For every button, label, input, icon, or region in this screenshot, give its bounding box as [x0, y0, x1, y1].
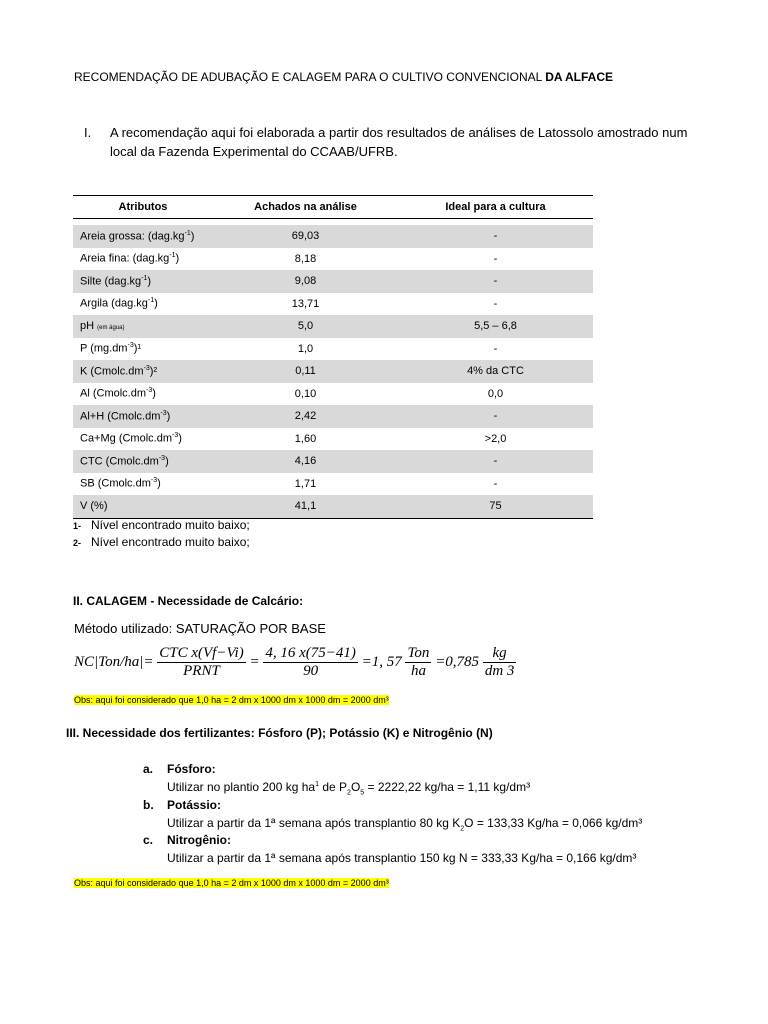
col-header-ideal: Ideal para a cultura — [398, 196, 593, 219]
cell-ideal: - — [493, 297, 498, 310]
table-row — [73, 315, 593, 338]
cell-ideal: - — [493, 252, 498, 265]
formula-result-1: =1, 57 — [361, 653, 402, 670]
cell-atributo: Al $(Cmolc.dm^{-3})$ — [80, 387, 156, 401]
cell-ideal: 5,5 – 6,8 — [398, 315, 593, 338]
cell-achado: 0,10 — [294, 387, 317, 400]
item-potassio-text: Utilizar a partir da 1ª semana após transplantio 80 kg $K_2O = 133,33$ Kg/ha = 0,066 kg/dm³ — [167, 816, 643, 833]
cell-achado: 69,03 — [213, 225, 398, 248]
item-potassio: b. Potássio: — [143, 798, 222, 812]
cell-ideal: - — [398, 450, 593, 473]
cell-ideal: 0,0 — [487, 387, 504, 400]
cell-achado: 41,1 — [213, 495, 398, 518]
table-row — [73, 450, 593, 473]
col-header-achados: Achados na análise — [213, 196, 398, 219]
cell-ideal: - — [493, 477, 498, 490]
col-header-atributos: Atributos — [73, 196, 213, 219]
formula-equals: = — [249, 653, 260, 670]
cell-atributo: Al+H $(Cmolc.dm^{-3})$ — [73, 405, 213, 428]
table-row — [73, 338, 593, 361]
formula-lhs: NC|Ton/ha|= — [74, 653, 154, 670]
cell-ideal: >2,0 — [484, 432, 507, 445]
liming-formula — [74, 645, 516, 680]
cell-atributo: SB $(Cmolc.dm^{-3})$ — [80, 477, 161, 491]
cell-achado: 1,71 — [294, 477, 317, 490]
formula-fraction-2: $\frac{4, 16 x(75-41)}{90}$ — [265, 645, 356, 679]
table-row — [73, 270, 593, 293]
cell-atributo: pH (em água) — [73, 315, 213, 338]
table-row — [73, 248, 593, 271]
cell-achado: 1,60 — [294, 432, 317, 445]
cell-atributo: Ca+Mg $(Cmolc.dm^{-3})$ — [80, 432, 182, 446]
formula-fraction-1: $\frac{\text{CTC x(Vf−Vi)}}{\text{PRNT}}$ — [159, 645, 244, 679]
cell-ideal: - — [398, 405, 593, 428]
cell-achado: 9,08 — [213, 270, 398, 293]
cell-ideal: - — [398, 225, 593, 248]
footnote: 1- Nível encontrado muito baixo; — [73, 518, 250, 532]
section-2-heading: II. CALAGEM - Necessidade de Calcário: — [73, 594, 304, 608]
obs-note-1: Obs: aqui foi considerado que 1,0 ha = 2 dm x 1000 dm x 1000 dm = 2000 dm³ — [74, 695, 389, 705]
cell-atributo: Areia fina: $(dag.kg^{-1})$ — [80, 252, 180, 266]
cell-achado: 8,18 — [294, 252, 317, 265]
cell-ideal: 4% da CTC — [398, 360, 593, 383]
cell-achado: 2,42 — [213, 405, 398, 428]
cell-ideal: - — [493, 342, 498, 355]
cell-atributo: CTC $(Cmolc.dm^{-3})$ — [73, 450, 213, 473]
cell-achado: 1,0 — [297, 342, 314, 355]
table-row — [73, 293, 593, 316]
item-nitrogenio-text: Utilizar a partir da 1ª semana após transplantio 150 kg N = 333,33 Kg/ha = 0,166 kg/dm³ — [167, 851, 637, 865]
cell-atributo: Argila $(dag.kg^{-1})$ — [80, 297, 158, 311]
table-row — [73, 405, 593, 428]
cell-achado: 4,16 — [213, 450, 398, 473]
table-row — [73, 360, 593, 383]
cell-achado: 13,71 — [291, 297, 320, 310]
formula-fraction-4: $\frac{kg}{dm 3}$ — [484, 645, 515, 679]
table-row — [73, 473, 593, 496]
cell-atributo: Silte $(dag.kg^{-1})$ — [73, 270, 213, 293]
formula-fraction-3: $\frac{\text{Ton}}{ha}$ — [407, 645, 430, 679]
cell-atributo: V (%) — [73, 495, 213, 518]
footnote: 2- Nível encontrado muito baixo; — [73, 535, 250, 549]
item-fosforo-text: Utilizar no plantio 200 kg $ha^1$ de $P_2O_5 = 2222,22$ kg/ha = 1,11 kg/dm³ — [167, 780, 531, 797]
obs-note-2: Obs: aqui foi considerado que 1,0 ha = 2 dm x 1000 dm x 1000 dm = 2000 dm³ — [74, 878, 389, 888]
cell-atributo: Areia grossa: $(dag.kg^{-1})$ — [73, 225, 213, 248]
document-title: RECOMENDAÇÃO DE ADUBAÇÃO E CALAGEM PARA O CULTIVO CONVENCIONAL DA ALFACE — [74, 70, 613, 84]
table-row — [73, 383, 593, 406]
method-text: Método utilizado: SATURAÇÃO POR BASE — [74, 621, 326, 636]
cell-ideal: 75 — [398, 495, 593, 518]
cell-atributo: K $(Cmolc.dm^{-3})^2$ — [73, 360, 213, 383]
cell-atributo: P $(mg.dm^{-3})^1$ — [80, 342, 142, 356]
cell-ideal: - — [398, 270, 593, 293]
item-fosforo: a. Fósforo: — [143, 762, 216, 776]
table-row — [73, 225, 593, 248]
section-3-heading: III. Necessidade dos fertilizantes: Fósforo (P); Potássio (K) e Nitrogênio (N) — [66, 726, 493, 740]
table-row — [73, 428, 593, 451]
table-row — [73, 495, 593, 518]
section-1-number: I. — [84, 125, 92, 140]
cell-achado: 5,0 — [213, 315, 398, 338]
soil-analysis-table — [73, 195, 593, 519]
section-1-text: A recomendação aqui foi elaborada a partir dos resultados de análises de Latossolo amostrado num local da Fazenda Experimental do CCAAB/UFRB. — [110, 125, 688, 159]
formula-result-2: =0,785 — [435, 653, 480, 670]
cell-achado: 0,11 — [213, 360, 398, 383]
item-nitrogenio: c. Nitrogênio: — [143, 833, 231, 847]
